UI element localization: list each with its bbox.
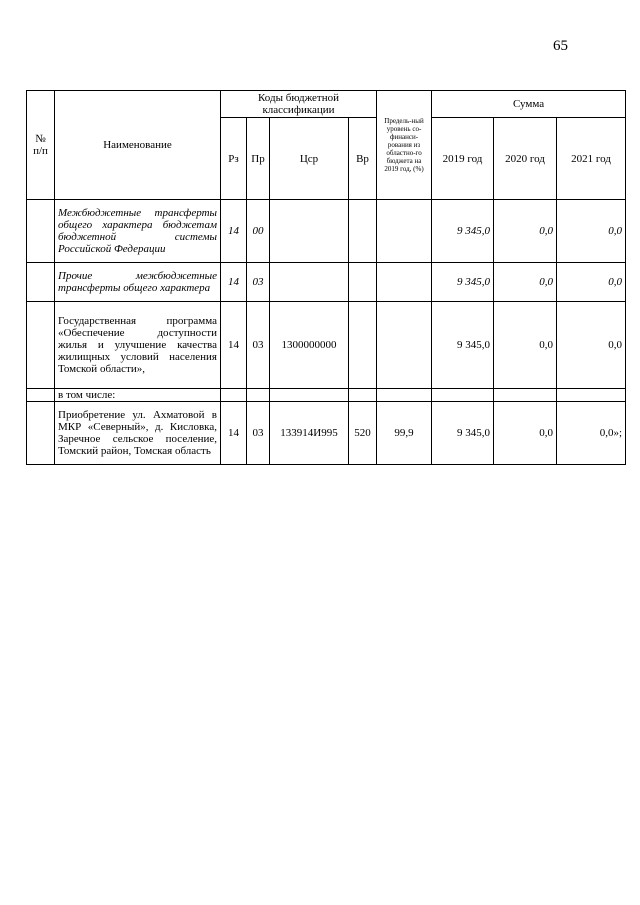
- table-row: [27, 263, 626, 302]
- row-2019: 9 345,0: [432, 402, 494, 465]
- row-vr: [349, 200, 377, 263]
- row-num: [27, 389, 55, 402]
- row-name: в том числе:: [55, 389, 221, 402]
- table-row: [27, 200, 626, 263]
- row-csr: [270, 200, 349, 263]
- row-pr: 03: [247, 402, 270, 465]
- row-2020: 0,0: [494, 402, 557, 465]
- row-2021: [557, 389, 626, 402]
- table-row: [27, 402, 626, 465]
- row-csr: [270, 389, 349, 402]
- row-name: Межбюджетные трансферты общего характера бюджетам бюджетной системы Российской Федерации: [55, 200, 221, 263]
- row-vr: [349, 263, 377, 302]
- row-name: Государственная программа «Обеспечение доступности жилья и улучшение качества жилищных условий населения Томской области»,: [55, 302, 221, 389]
- row-name: Приобретение ул. Ахматовой в МКР «Северный», д. Кисловка, Заречное сельское поселение, Томский район, Томская область: [55, 402, 221, 465]
- row-rz: 14: [221, 200, 247, 263]
- row-2019: [432, 389, 494, 402]
- row-num: [27, 200, 55, 263]
- row-2020: 0,0: [494, 302, 557, 389]
- row-num: [27, 302, 55, 389]
- row-2021: 0,0: [557, 200, 626, 263]
- header-name: Наименование: [55, 91, 221, 200]
- header-cofinancing-level: Предель-ный уровень со-финанси-рования из областно-го бюджета на 2019 год, (%): [377, 91, 432, 200]
- row-2020: [494, 389, 557, 402]
- row-vr: [349, 389, 377, 402]
- row-name: Прочие межбюджетные трансферты общего характера: [55, 263, 221, 302]
- row-num: [27, 402, 55, 465]
- header-num: № п/п: [27, 91, 55, 200]
- table-row: [27, 389, 626, 402]
- header-2021: 2021 год: [557, 118, 626, 200]
- row-2021: 0,0»;: [557, 402, 626, 465]
- row-level: [377, 263, 432, 302]
- budget-table: [26, 90, 626, 465]
- row-pr: 00: [247, 200, 270, 263]
- row-rz: 14: [221, 302, 247, 389]
- row-2020: 0,0: [494, 200, 557, 263]
- row-csr: 133914И995: [270, 402, 349, 465]
- page-number: 65: [553, 38, 568, 54]
- row-2019: 9 345,0: [432, 263, 494, 302]
- row-rz: [221, 389, 247, 402]
- row-pr: 03: [247, 263, 270, 302]
- row-2019: 9 345,0: [432, 200, 494, 263]
- row-pr: 03: [247, 302, 270, 389]
- header-sum-group: Сумма: [432, 91, 626, 118]
- header-2019: 2019 год: [432, 118, 494, 200]
- row-pr: [247, 389, 270, 402]
- row-2021: 0,0: [557, 263, 626, 302]
- row-csr: 1300000000: [270, 302, 349, 389]
- row-2021: 0,0: [557, 302, 626, 389]
- header-2020: 2020 год: [494, 118, 557, 200]
- header-rz: Рз: [221, 118, 247, 200]
- header-pr: Пр: [247, 118, 270, 200]
- header-codes-group: Коды бюджетной классификации: [221, 91, 377, 118]
- row-level: [377, 302, 432, 389]
- row-rz: 14: [221, 402, 247, 465]
- row-level: [377, 389, 432, 402]
- table-row: [27, 302, 626, 389]
- row-num: [27, 263, 55, 302]
- row-2020: 0,0: [494, 263, 557, 302]
- row-vr: [349, 302, 377, 389]
- row-2019: 9 345,0: [432, 302, 494, 389]
- row-vr: 520: [349, 402, 377, 465]
- row-level: [377, 200, 432, 263]
- row-level: 99,9: [377, 402, 432, 465]
- header-vr: Вр: [349, 118, 377, 200]
- header-csr: Цср: [270, 118, 349, 200]
- row-csr: [270, 263, 349, 302]
- row-rz: 14: [221, 263, 247, 302]
